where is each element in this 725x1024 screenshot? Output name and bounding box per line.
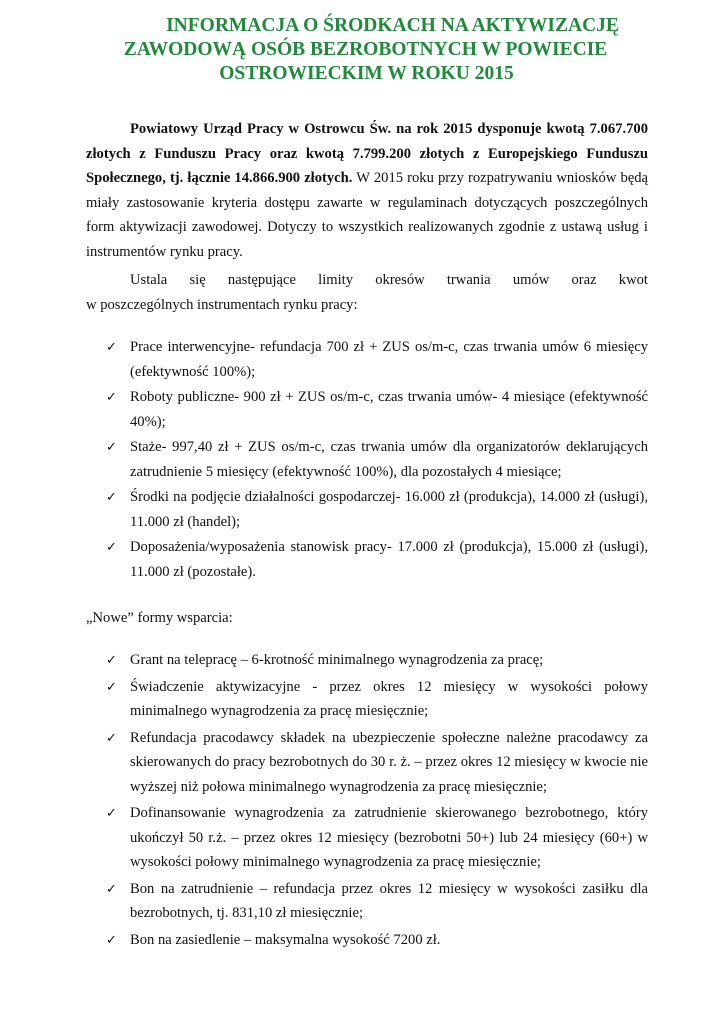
instrument-text: Środki na podjęcie działalności gospodarczej- 16.000 zł (produkcja), 14.000 zł (usługi), 11.000 zł (handel); <box>130 489 648 530</box>
title-line-1: INFORMACJA O ŚRODKACH NA AKTYWIZACJĘ <box>166 15 619 36</box>
new-forms-list <box>86 648 648 954</box>
check-mark-icon: ✓ <box>106 652 117 667</box>
instrument-text: Doposażenia/wyposażenia stanowisk pracy- 17.000 zł (produkcja), 15.000 zł (usługi), 11.000 zł (pozostałe). <box>130 539 648 580</box>
list-item <box>86 675 648 724</box>
check-mark-icon: ✓ <box>106 489 117 504</box>
check-mark-icon: ✓ <box>106 439 117 454</box>
new-form-text: Refundacja pracodawcy składek na ubezpieczenie społeczne należne pracodawcy za skierowanych do pracy bezrobotnych do 30 r. ż. – przez okres 12 miesięcy w kwocie nie wyższej niż połowa minimalnego wynagrodzenia za pracę miesięcznie; <box>130 729 648 795</box>
limits-word: się <box>189 272 206 288</box>
new-form-text: Bon na zasiedlenie – maksymalna wysokość 7200 zł. <box>130 931 441 948</box>
intro-regular-text: W 2015 roku przy rozpatrywaniu wniosków będą miały zastosowanie kryteria dostępu zawarte w regulaminach dotyczących poszczególnych form aktywizacji zawodowej. Dotyczy to wszystkich realizowanych zgodnie z ustawą usług i instrumentów rynku pracy. <box>86 170 648 260</box>
instruments-list <box>86 335 648 585</box>
limits-intro-paragraph <box>86 268 648 317</box>
document-title <box>0 14 725 86</box>
instrument-text: Roboty publiczne- 900 zł + ZUS os/m-c, czas trwania umów- 4 miesiące (efektywność 40%); <box>130 389 648 430</box>
intro-bold-text: Powiatowy Urząd Pracy w Ostrowcu Św. na rok 2015 dysponuje kwotą 7.067.700 złotych z Funduszu Pracy oraz kwotą 7.799.200 złotych z Europejskiego Funduszu Społecznego, tj. łącznie 14.866.900 złotych. <box>86 121 648 186</box>
limits-word: limity <box>318 272 354 288</box>
check-mark-icon: ✓ <box>106 931 117 947</box>
check-mark-icon: ✓ <box>106 339 117 354</box>
list-item <box>86 928 648 953</box>
new-form-text: Świadczenie aktywizacyjne - przez okres 12 miesięcy w wysokości połowy minimalnego wynagrodzenia za pracę miesięcznie; <box>130 678 648 719</box>
list-item <box>86 485 648 534</box>
limits-word: następujące <box>227 272 296 288</box>
list-item <box>86 435 648 484</box>
list-item <box>86 877 648 926</box>
list-item <box>86 648 648 673</box>
list-item <box>86 385 648 434</box>
limits-word: okresów <box>375 272 425 288</box>
limits-word: trwania <box>446 272 491 288</box>
new-forms-heading: „Nowe” formy wsparcia: <box>86 610 233 626</box>
limits-intro-line-2: w poszczególnych instrumentach rynku pracy: <box>86 296 358 313</box>
list-item <box>86 535 648 584</box>
instrument-text: Prace interwencyjne- refundacja 700 zł + ZUS os/m-c, czas trwania umów 6 miesięcy (efektywność 100%); <box>130 339 648 380</box>
new-form-text: Grant na telepracę – 6-krotność minimalnego wynagrodzenia za pracę; <box>130 652 544 668</box>
instrument-text: Staże- 997,40 zł + ZUS os/m-c, czas trwania umów dla organizatorów deklarujących zatrudnienie 5 miesięcy (efektywność 100%), dla pozostałych 4 miesiące; <box>130 439 648 480</box>
check-mark-icon: ✓ <box>106 880 117 896</box>
list-item <box>86 726 648 800</box>
title-line-2: ZAWODOWĄ OSÓB BEZROBOTNYCH W POWIECIE <box>123 39 608 60</box>
intro-paragraph <box>86 117 648 264</box>
title-line-3: OSTROWIECKIM W ROKU 2015 <box>219 63 514 84</box>
check-mark-icon: ✓ <box>106 805 117 820</box>
limits-word: Ustala <box>130 272 168 288</box>
limits-intro-line-1 <box>86 268 648 293</box>
new-form-text: Dofinansowanie wynagrodzenia za zatrudnienie skierowanego bezrobotnego, który ukończył 50 r.ż. – przez okres 12 miesięcy (bezrobotni 50+) lub 24 miesięcy (60+) w wysokości połowy minimalnego wynagrodzenia za pracę miesięcznie; <box>130 805 648 870</box>
list-item <box>86 801 648 875</box>
limits-word: kwot <box>618 272 648 288</box>
list-item <box>86 335 648 384</box>
limits-word: oraz <box>571 272 597 288</box>
check-mark-icon: ✓ <box>106 678 117 694</box>
check-mark-icon: ✓ <box>106 389 117 404</box>
new-form-text: Bon na zatrudnienie – refundacja przez okres 12 miesięcy w wysokości zasiłku dla bezrobotnych, tj. 831,10 zł miesięcznie; <box>130 880 648 921</box>
check-mark-icon: ✓ <box>106 729 117 745</box>
check-mark-icon: ✓ <box>106 539 117 554</box>
limits-word: umów <box>512 272 550 288</box>
